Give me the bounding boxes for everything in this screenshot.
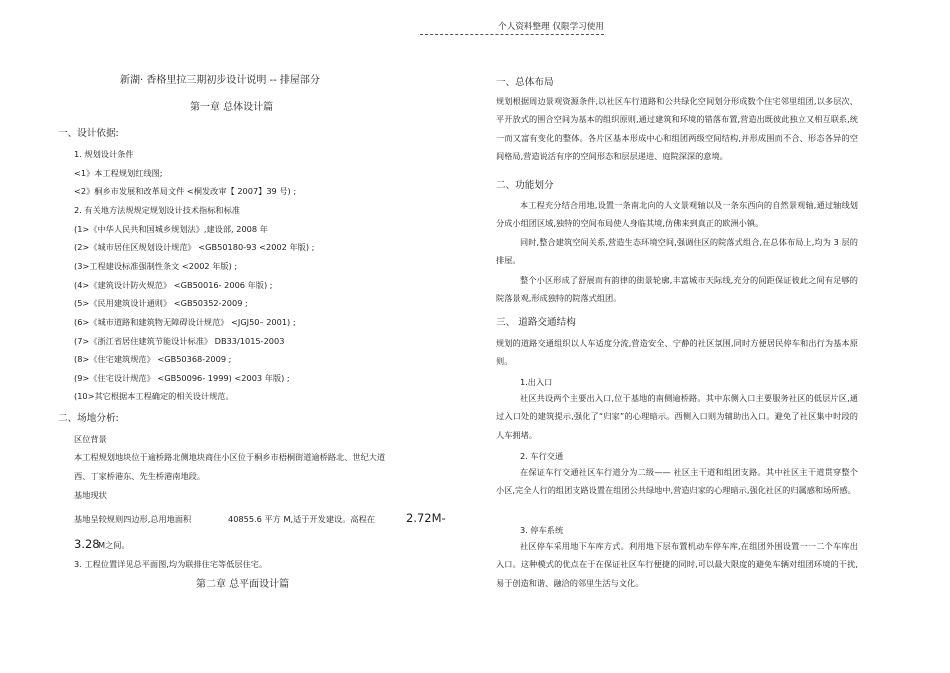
paragraph: 社区共设两个主要出入口,位于基地的南侧逾桥路。其中东侧入口主要服务社区的低层片区,通过入口处的建筑提示,强化了“归家”的心理暗示。西侧入口则为辅助出入口。避免了社区集中时段的人车拥堵。 [496,393,858,440]
chapter-2-title: 第二章 总平面设计篇 [196,579,290,590]
paragraph: 规划的道路交通组织以人车适度分流,营造安全、宁静的社区氛围,同时方便居民停车和出行为基本原则。 [496,338,858,367]
location-text: 西、丁家桥港东、先生桥港南地段。 [74,471,206,481]
basis-line: (4>《建筑设计防火规范》 <GB50016- 2006 年版) ; [74,280,273,290]
header-note: 个人资料整理 仅限学习使用 [420,20,604,35]
location-label: 区位背景 [74,434,107,444]
basis-line: (3>工程建设标准强制性条文 <2002 年版) ; [74,261,238,271]
paragraph: 同时,整合建筑空间关系,营造生态环境空间,强调住区的院落式组合,在总体布局上,均为 3 层的排屋。 [496,237,858,266]
paragraph: 社区停车采用地下车库方式。利用地下层布置机动车停车库,在组团外围设置一一二个车库出入口。这种模式的优点在于在保证社区车行便捷的同时,可以最大限度的避免车辆对组团环境的干扰,易于创造和谐、融洽的邻里生活与文化。 [496,541,858,588]
paragraph: 规划根据周边景观资源条件,以社区车行道路和公共绿化空间划分形成数个住宅邻里组团,以多层次、平开放式的围合空间为基本的组织原则,通过建筑和环境的错落布置,营造出既彼此独立又相互联系,统一而又富有变化的整体。各片区基本形成中心和组团两级空间结构,并形成围而不合、形态各异的空间格局,营造说活有序的空间形态和层层递进、庭院深深的意境。 [496,96,858,162]
base-text: M之间。 [98,540,130,550]
base-label: 基地现状 [74,490,107,500]
subheading-parking-system: 3. 停车系统 [520,525,564,535]
basis-line: (6>《城市道路和建筑物无障碍设计规范》 <JGJ50– 2001) ; [74,317,296,327]
subheading-vehicle-traffic: 2. 车行交通 [520,451,564,461]
document-title: 新湖· 香格里拉三期初步设计说明 -- 排屋部分 [120,75,320,86]
paragraph: 整个小区形成了舒展而有韵律的街景轮廓,丰富城市天际线,充分的间距保证彼此之间有足够的院落景观,形成独特的院落式组团。 [496,275,858,304]
basis-line: 1. 规划设计条件 [74,149,134,159]
section-overall-layout: 一、总体布局 [496,77,554,88]
item-3: 3. 工程位置详见总平面图,均为联排住宅等低层住宅。 [74,559,268,569]
base-text: 40855.6 平方 M,适于开发建设。高程在 [228,514,375,524]
basis-line: (8>《住宅建筑规范》 <GB50368-2009 ; [74,354,232,364]
paragraph: 在保证车行交通社区车行道分为二级—— 社区主干道和组团支路。其中社区主干道贯穿整个小区,完全人行的组团支路设置在组团公共绿地中,营造归家的心理暗示,强化社区的归属感和场所感。 [496,467,858,496]
section-site-analysis: 二、场地分析: [58,413,119,424]
basis-line: (5>《民用建筑设计通则》 <GB50352-2009 ; [74,298,248,308]
basis-line: (7>《浙江省居住建筑节能设计标准》 DB33/1015-2003 [74,336,285,346]
basis-line: (9>《住宅设计规范》 <GB50096- 1999) <2003 年版) ; [74,373,290,383]
subheading-entrance: 1.出入口 [520,377,553,387]
basis-line: <2》桐乡市发展和改革局文件 <桐发改审【 2007】39 号) ; [74,186,297,196]
basis-line: (2>《城市居住区规划设计规范》 <GB50180-93 <2002 年版) ; [74,242,315,252]
section-road-traffic: 三、 道路交通结构 [496,317,576,328]
section-design-basis: 一、设计依据: [58,128,119,139]
basis-line: 2. 有关地方法规规定规划设计技术指标和标准 [74,205,240,215]
elevation-value: 3.28 [74,537,100,551]
base-text: 基地呈较规则四边形,总用地面积 [74,514,192,524]
basis-line: (1>《中华人民共和国城乡规划法》,建设部, 2008 年 [74,224,268,234]
basis-line: <1》本工程规划红线图; [74,168,163,178]
basis-line: (10>其它根据本工程确定的相关设计规范。 [74,391,234,401]
section-function-division: 二、功能划分 [496,180,554,191]
paragraph: 本工程充分结合用地,设置一条南北向的人文景观轴以及一条东西向的自然景观轴,通过轴线划分成小组团区域,独特的空间布局使人身临其境,仿佛来到真正的欧洲小镇。 [496,200,858,229]
location-text: 本工程规划地块位于逾桥路北侧地块商住小区位于桐乡市梧桐街道逾桥路北、世纪大道 [74,452,386,462]
elevation-value: 2.72M- [406,511,446,525]
chapter-1-title: 第一章 总体设计篇 [190,102,274,113]
